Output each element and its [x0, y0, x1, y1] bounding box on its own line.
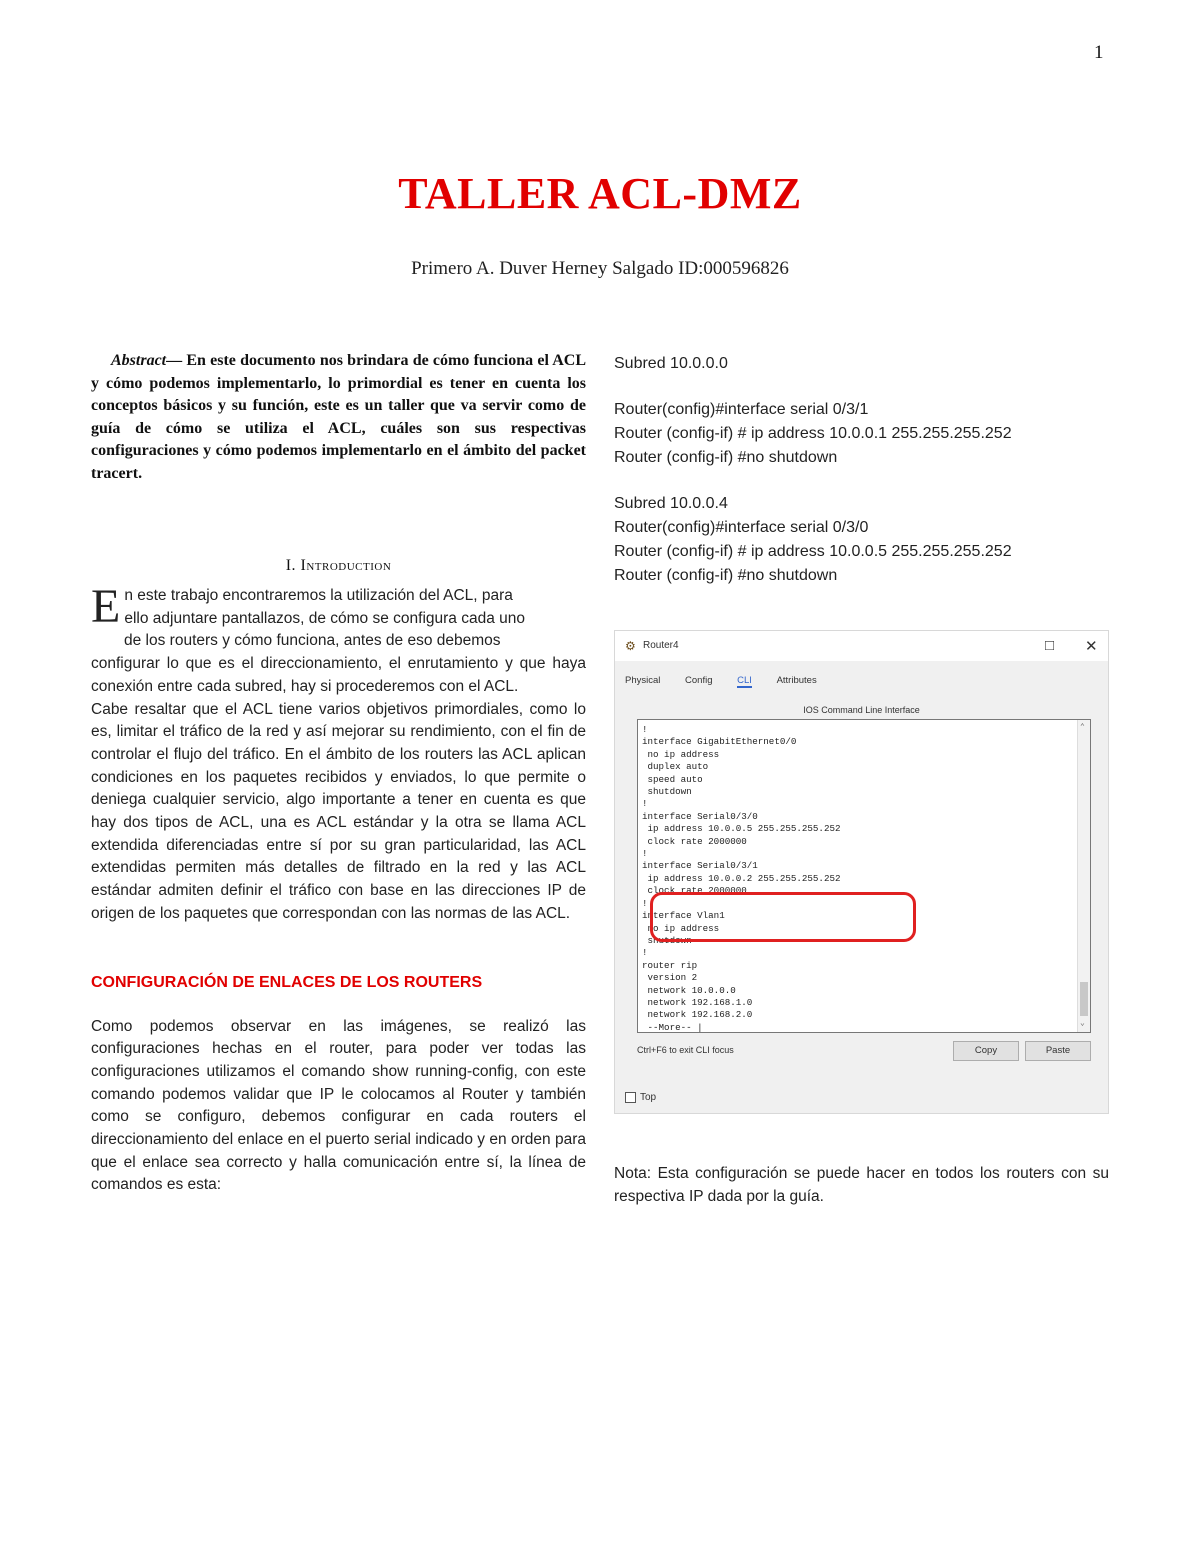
introduction-body — [91, 580, 586, 926]
cli-line: no ip address — [642, 748, 720, 760]
intro-line-1: n este trabajo encontraremos la utilización del ACL, para — [124, 587, 513, 604]
drop-cap: E — [91, 580, 121, 633]
right-column — [614, 352, 1114, 588]
cli-line: clock rate 2000000 — [642, 885, 747, 897]
router-app-icon: ⚙ — [625, 639, 636, 653]
tab-bar — [625, 675, 839, 688]
intro-rest: configurar lo que es el direccionamiento, el enrutamiento y que haya conexión entre cada subred, hay si procederemos con el ACL. — [91, 655, 586, 695]
cli-line: network 192.168.2.0 — [642, 1009, 753, 1021]
cli-output — [642, 724, 840, 1033]
checkbox-icon[interactable] — [625, 1092, 636, 1103]
window-titlebar — [615, 631, 1108, 661]
cli-line: ! — [642, 848, 648, 860]
cmd-line: Router (config-if) #no shutdown — [614, 567, 838, 584]
cli-terminal[interactable] — [637, 719, 1091, 1033]
cli-line: version 2 — [642, 972, 698, 984]
scroll-up-icon[interactable]: ⌃ — [1080, 723, 1085, 732]
cli-line: router rip — [642, 959, 698, 971]
cli-line: interface Vlan1 — [642, 910, 725, 922]
intro-line-2: ello adjuntare pantallazos, de cómo se configura cada uno — [124, 609, 526, 627]
abstract — [91, 350, 586, 485]
cli-line: ! — [642, 798, 648, 810]
cli-line: no ip address — [642, 922, 720, 934]
cmd-line: Router (config-if) # ip address 10.0.0.5 255.255.255.252 — [614, 543, 1012, 560]
top-label: Top — [640, 1092, 657, 1104]
tab-config[interactable]: Config — [685, 675, 713, 686]
subnet-2-label: Subred 10.0.0.4 — [614, 495, 728, 512]
abstract-dash: — — [166, 352, 183, 369]
cmd-line: Router(config)#interface serial 0/3/0 — [614, 519, 869, 536]
cli-line: network 10.0.0.0 — [642, 984, 736, 996]
copy-button[interactable]: Copy — [953, 1041, 1019, 1061]
cli-line: network 192.168.1.0 — [642, 996, 753, 1008]
command-block — [614, 352, 1114, 588]
cmd-line: Router(config)#interface serial 0/3/1 — [614, 401, 869, 418]
cli-line: ! — [642, 947, 648, 959]
abstract-text: En este documento nos brindara de cómo funciona el ACL y cómo podemos implementarlo, lo primordial es tener en cuenta los conceptos básicos y su función, este es un taller que va servir como de guía de cómo se utiliza el ACL, cuáles son sus respectivas configuraciones y cómo podemos implementarlo en el ámbito del packet tracert. — [91, 352, 586, 482]
author-line: Primero A. Duver Herney Salgado ID:000596826 — [411, 258, 789, 279]
router-cli-screenshot — [614, 630, 1109, 1114]
cli-line: ip address 10.0.0.2 255.255.255.252 — [642, 872, 841, 884]
document-title: TALLER ACL-DMZ — [398, 169, 802, 218]
scrollbar[interactable] — [1077, 720, 1090, 1032]
cli-line: ! — [642, 724, 648, 735]
intro-line-3: de los routers y cómo funciona, antes de eso debemos — [124, 632, 501, 650]
scroll-thumb[interactable] — [1080, 982, 1088, 1016]
introduction-heading: I. Introduction — [285, 557, 392, 574]
close-icon[interactable]: ✕ — [1085, 638, 1098, 655]
tab-attributes[interactable]: Attributes — [776, 675, 817, 686]
cli-line: shutdown — [642, 786, 692, 798]
intro-paragraph-2: Cabe resaltar que el ACL tiene varios objetivos primordiales, como lo es, limitar el tráfico de la red y así mejorar su rendimiento, con el fin de controlar el flujo del tráfico. En el ámbito de los routers las ACL aplican condiciones en los paquetes recibidos y enviados, lo que permite o deniega cualquier servicio, algo importante a tener en cuenta es que hay dos tipos de ACL, una es ACL estándar y la otra se llama ACL extendida diferenciadas entre sí por su gran particularidad, las ACL extendidas permiten más detalles de filtrado en la red y las ACL estándar admiten definir el tráfico con base en las direcciones IP de origen de los paquetes que correspondan con las normas de las ACL. — [91, 700, 586, 922]
cli-line: interface Serial0/3/0 — [642, 810, 758, 822]
focus-hint: Ctrl+F6 to exit CLI focus — [637, 1045, 734, 1055]
cli-line: shutdown — [642, 934, 692, 946]
tab-cli[interactable]: CLI — [737, 675, 752, 686]
window-title: Router4 — [643, 640, 679, 651]
cli-line: duplex auto — [642, 761, 709, 773]
left-column — [91, 350, 586, 1197]
cli-line: speed auto — [642, 773, 703, 785]
note-paragraph: Nota: Esta configuración se puede hacer en todos los routers con su respectiva IP dada por la guía. — [614, 1165, 1109, 1205]
top-checkbox[interactable] — [625, 1092, 656, 1103]
tab-physical[interactable]: Physical — [625, 675, 661, 686]
paste-button[interactable]: Paste — [1025, 1041, 1091, 1061]
cmd-line: Router (config-if) # ip address 10.0.0.1 255.255.255.252 — [614, 425, 1012, 442]
abstract-label: Abstract — [111, 352, 167, 369]
subnet-1-label: Subred 10.0.0.0 — [614, 355, 728, 372]
cli-label: IOS Command Line Interface — [803, 705, 920, 715]
page-number: 1 — [1094, 42, 1104, 63]
config-paragraph: Como podemos observar en las imágenes, se realizó las configuraciones hechas en el router, para poder ver todas las configuraciones utilizamos el comando show running-config, con este comando podemos validar que IP le colocamos al Router y también como se configuro, debemos configurar en cada routers el direccionamiento del enlace en el puerto serial indicado y en orden para que el enlace sea correcto y halla comunicación entre sí, la línea de comandos es esta: — [91, 1017, 586, 1194]
cli-line: --More-- | — [642, 1021, 703, 1033]
highlight-annotation — [650, 892, 916, 942]
cli-line: interface Serial0/3/1 — [642, 860, 758, 872]
cli-line: ! — [642, 897, 648, 909]
cli-line: clock rate 2000000 — [642, 835, 747, 847]
config-heading: CONFIGURACIÓN DE ENLACES DE LOS ROUTERS — [91, 973, 483, 991]
cmd-line: Router (config-if) #no shutdown — [614, 449, 838, 466]
scroll-down-icon[interactable]: ⌄ — [1080, 1018, 1085, 1028]
cli-line: ip address 10.0.0.5 255.255.255.252 — [642, 823, 841, 835]
maximize-icon[interactable]: □ — [1045, 637, 1055, 654]
cli-line: interface GigabitEthernet0/0 — [642, 736, 797, 748]
